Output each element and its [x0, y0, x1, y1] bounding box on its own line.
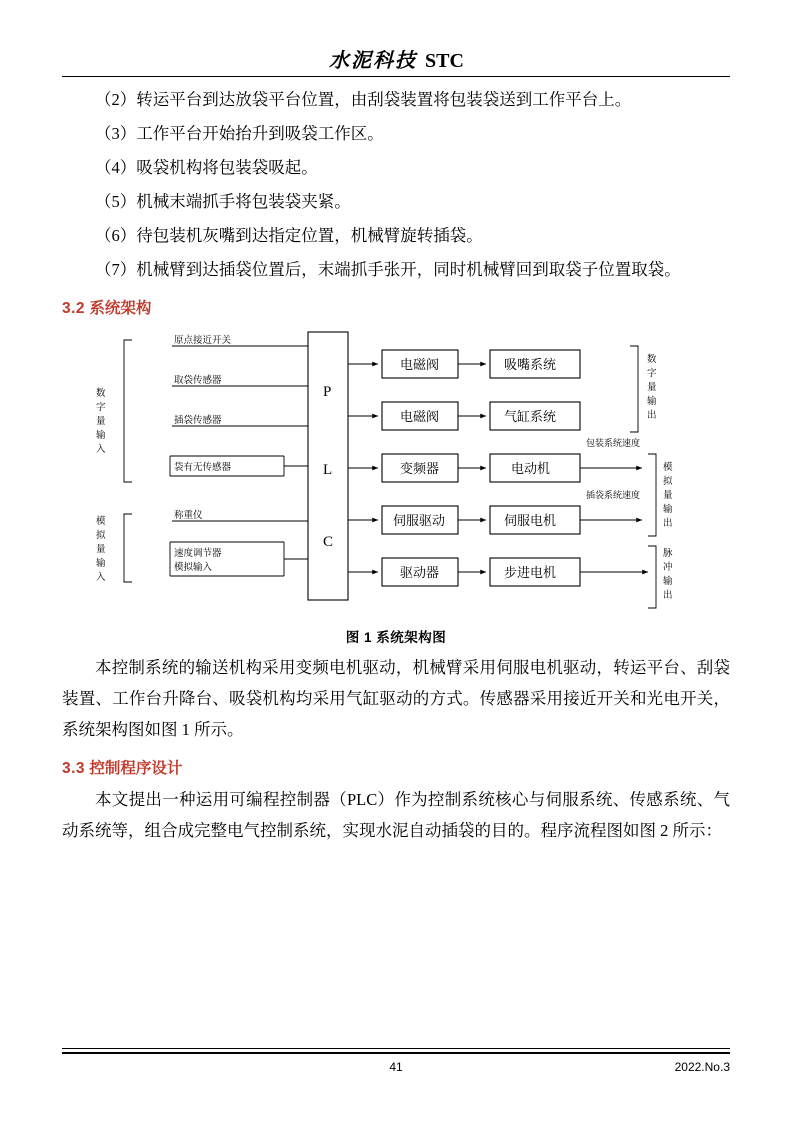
svg-text:拟: 拟: [96, 530, 106, 541]
figure-plc-letter-2: C: [323, 534, 334, 550]
figure-box-right-label-1: 气缸系统: [504, 409, 557, 424]
svg-text:拟: 拟: [663, 476, 673, 487]
svg-text:入: 入: [96, 572, 106, 583]
figure-box-mid-label-2: 变频器: [400, 461, 440, 476]
figure-left-label-0: 原点接近开关: [174, 335, 232, 346]
footer-divider-bottom: [62, 1052, 730, 1054]
svg-text:入: 入: [96, 444, 106, 455]
svg-text:输: 输: [96, 558, 106, 569]
step-paragraph: （2）转运平台到达放袋平台位置，由刮袋装置将包装袋送到工作平台上。: [95, 90, 632, 109]
svg-text:输: 输: [663, 504, 673, 515]
svg-text:量: 量: [663, 490, 673, 501]
section-heading-3-3: [62, 756, 730, 778]
svg-text:出: 出: [647, 410, 657, 421]
figure-box-right-label-3: 伺服电机: [504, 513, 557, 528]
step-paragraph: （3）工作平台开始抬升到吸袋工作区。: [95, 124, 384, 143]
system-architecture-diagram: [62, 324, 730, 624]
figure-right-group-2: 脉: [663, 548, 673, 559]
figure-plc-letter-1: L: [323, 462, 333, 478]
figure-left-group-1: 模: [96, 516, 106, 527]
figure-left-label-5a: 速度调节器: [174, 548, 222, 559]
page-content: [62, 84, 730, 849]
footer-divider-top: [62, 1048, 730, 1049]
svg-text:输: 输: [647, 396, 657, 407]
figure-left-group-0: 数: [96, 388, 106, 399]
figure-note-2: 包装系统速度: [586, 438, 641, 448]
section-number: 3.2: [62, 300, 86, 317]
figure-right-group-0: 数: [647, 354, 657, 365]
figure-box-mid-label-0: 电磁阀: [400, 357, 440, 372]
figure-box-mid-label-4: 驱动器: [400, 565, 440, 580]
figure-plc-letter-0: P: [323, 384, 332, 400]
figure-left-label-5b: 模拟输入: [174, 562, 213, 573]
section-title: 系统架构: [89, 300, 152, 317]
figure-box-right-label-2: 电动机: [511, 461, 551, 476]
svg-text:字: 字: [96, 402, 106, 413]
section-number: 3.3: [62, 760, 86, 777]
paragraph-after-figure: 本控制系统的输送机构采用变频电机驱动，机械臂采用伺服电机驱动，转运平台、刮袋装置、工作台升降台、吸袋机构均采用气缸驱动的方式。传感器采用接近开关和光电开关，系统架构图如图 1 所示。: [62, 658, 730, 739]
svg-text:字: 字: [647, 368, 657, 379]
figure-caption: 图 1 系统架构图: [345, 630, 447, 645]
svg-text:输: 输: [663, 576, 673, 587]
paragraph-section-3-3: 本文提出一种运用可编程控制器（PLC）作为控制系统核心与伺服系统、传感系统、气动系统等，组合成完整电气控制系统，实现水泥自动插袋的目的。程序流程图如图 2 所示：: [62, 790, 730, 840]
figure-note-3: 插袋系统速度: [586, 490, 641, 500]
system-architecture-figure: [62, 324, 730, 624]
figure-box-right-label-4: 步进电机: [504, 565, 557, 580]
step-paragraph: （7）机械臂到达插袋位置后，末端抓手张开，同时机械臂回到取袋子位置取袋。: [95, 260, 681, 279]
figure-right-group-1: 模: [663, 462, 673, 473]
figure-left-label-4: 称重仪: [174, 510, 203, 521]
figure-left-label-1: 取袋传感器: [174, 375, 222, 386]
step-paragraph: （6）待包装机灰嘴到达指定位置，机械臂旋转插袋。: [95, 226, 483, 245]
svg-text:冲: 冲: [663, 562, 673, 573]
figure-box-mid-label-3: 伺服驱动: [393, 513, 446, 528]
figure-box-right-label-0: 吸嘴系统: [504, 357, 557, 372]
svg-text:量: 量: [647, 382, 657, 393]
journal-title-cn: 水泥科技: [329, 50, 418, 72]
figure-left-label-2: 插袋传感器: [174, 415, 222, 426]
page-header: [0, 44, 793, 73]
journal-title: [0, 44, 793, 73]
svg-text:出: 出: [663, 518, 673, 529]
figure-box-mid-label-1: 电磁阀: [400, 409, 440, 424]
section-title: 控制程序设计: [89, 760, 183, 777]
svg-text:量: 量: [96, 416, 106, 427]
svg-text:出: 出: [663, 590, 673, 601]
figure-left-label-3: 袋有无传感器: [174, 462, 232, 473]
section-heading-3-2: [62, 296, 730, 318]
svg-text:输: 输: [96, 430, 106, 441]
journal-title-abbr: STC: [425, 50, 464, 72]
step-paragraph: （4）吸袋机构将包装袋吸起。: [95, 158, 318, 177]
header-divider: [62, 76, 730, 77]
page-number: 41: [389, 1060, 403, 1074]
step-paragraph: （5）机械末端抓手将包装袋夹紧。: [95, 192, 351, 211]
issue-label: 2022.No.3: [674, 1060, 730, 1074]
svg-text:量: 量: [96, 544, 106, 555]
